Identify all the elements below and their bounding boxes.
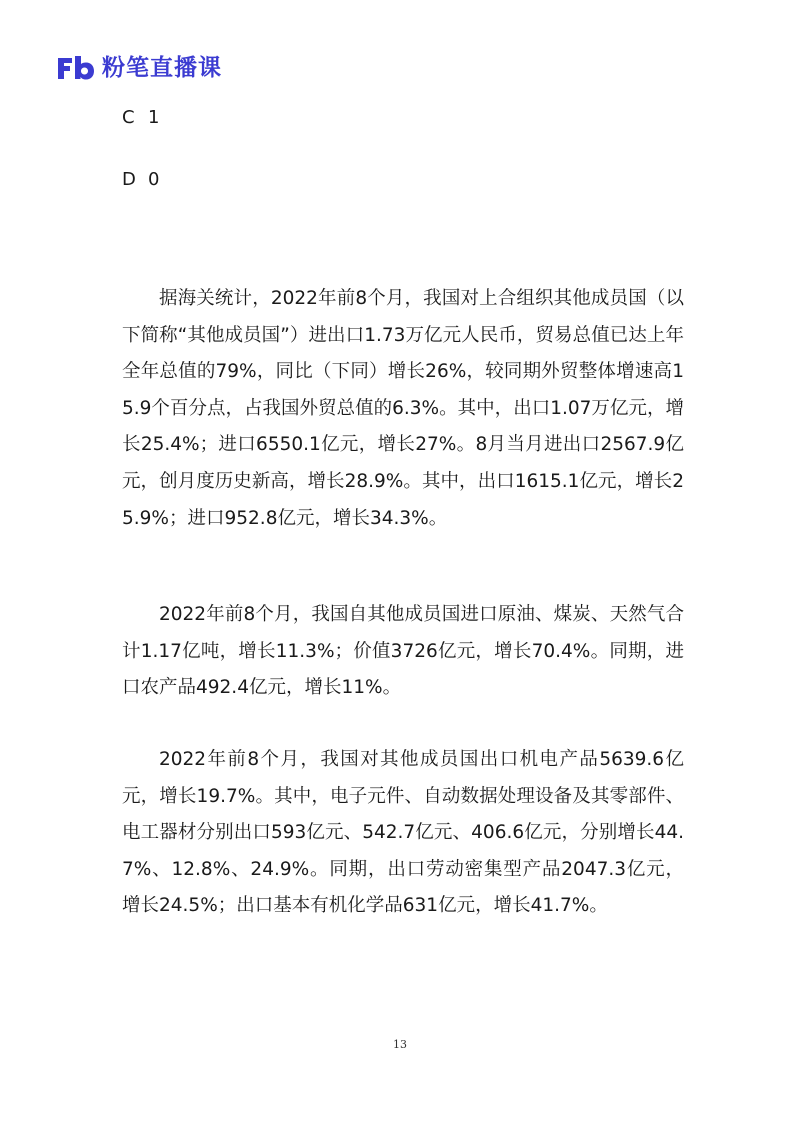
answer-option-c <box>122 106 159 130</box>
paragraph-electromechanical-exports: 2022年前8个月，我国对其他成员国出口机电产品5639.6亿元，增长19.7%。其中，电子元件、自动数据处理设备及其零部件、电工器材分别出口593亿元、542.7亿元、406.6亿元，分别增长44.7%、12.8%、24.9%。同期，出口劳动密集型产品2047.3亿元，增长24.5%；出口基本有机化学品631亿元，增长41.7%。 <box>122 749 684 917</box>
answer-option-d <box>122 168 159 192</box>
paragraph-trade-overview: 据海关统计，2022年前8个月，我国对上合组织其他成员国（以下简称“其他成员国”）进出口1.73万亿元人民币，贸易总值已达上年全年总值的79%，同比（下同）增长26%，较同期外贸整体增速高15.9个百分点，占我国外贸总值的6.3%。其中，出口1.07万亿元，增长25.4%；进口6550.1亿元，增长27%。8月当月进出口2567.9亿元，创月度历史新高，增长28.9%。其中，出口1615.1亿元，增长25.9%；进口952.8亿元，增长34.3%。 <box>122 288 684 529</box>
option-value: 0 <box>148 169 160 190</box>
option-letter: D <box>122 169 136 190</box>
paragraph-energy-imports: 2022年前8个月，我国自其他成员国进口原油、煤炭、天然气合计1.17亿吨，增长11.3%；价值3726亿元，增长70.4%。同期，进口农产品492.4亿元，增长11%。 <box>122 604 684 699</box>
page-number: 13 <box>393 1038 407 1051</box>
option-value: 1 <box>148 107 160 128</box>
option-letter: C <box>122 107 135 128</box>
logo-text: 粉笔直播课 <box>102 55 222 81</box>
brand-logo <box>56 52 222 84</box>
fb-logo-icon <box>56 54 96 82</box>
